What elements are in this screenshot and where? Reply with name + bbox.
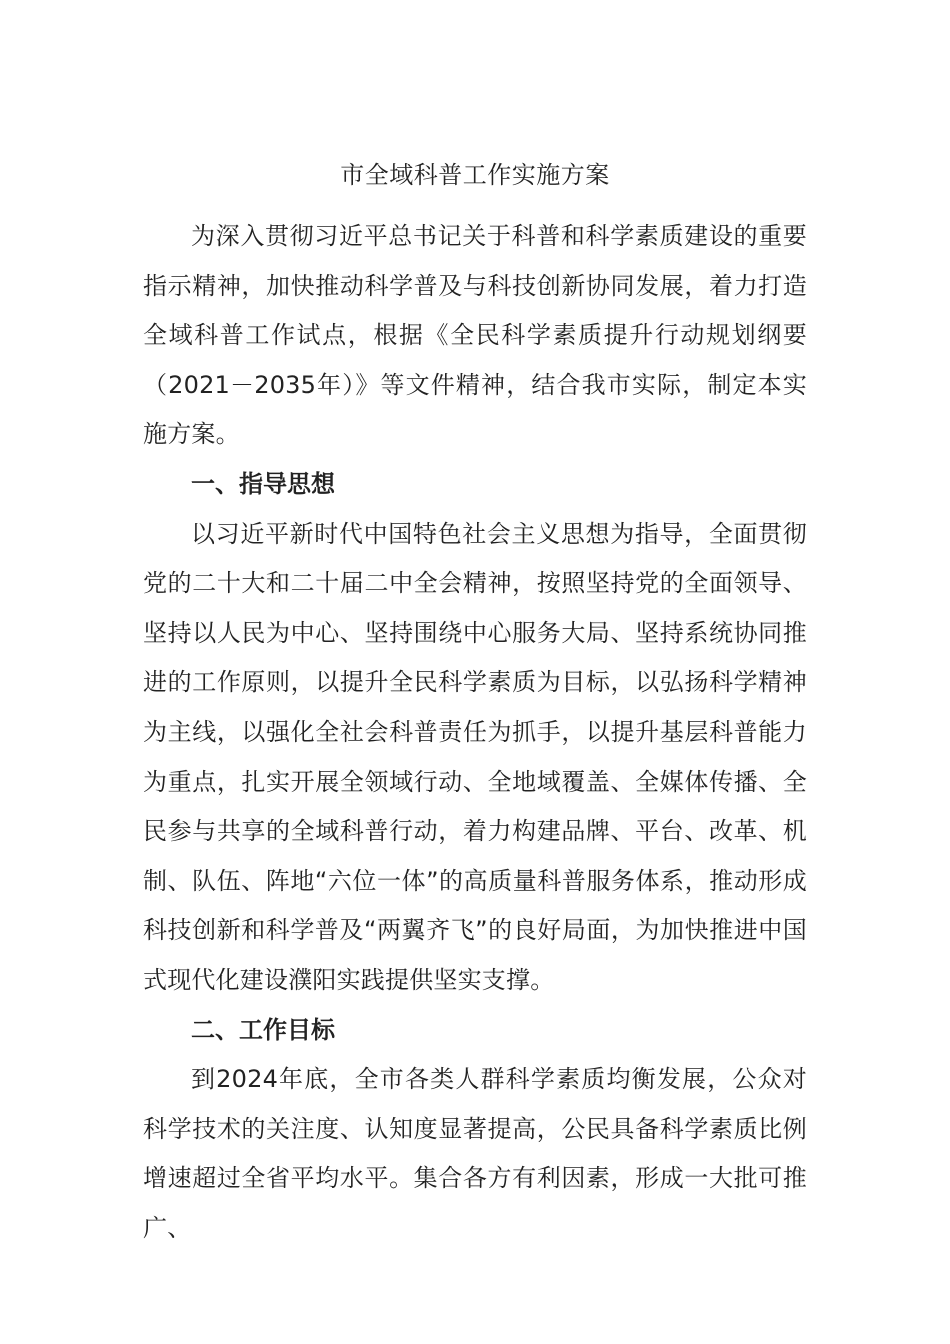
document-body (143, 212, 807, 1253)
section-heading-guiding-ideology: 一、指导思想 (191, 469, 335, 498)
intro-paragraph: 为深入贯彻习近平总书记关于科普和科学素质建设的重要指示精神，加快推动科学普及与科技创新协同发展，着力打造全域科普工作试点，根据《全民科学素质提升行动规划纲要（2021－2035年）》等文件精神，结合我市实际，制定本实施方案。 (143, 222, 807, 449)
document-title: 市全域科普工作实施方案 (340, 161, 610, 189)
section-paragraph-guiding-ideology: 以习近平新时代中国特色社会主义思想为指导，全面贯彻党的二十大和二十届二中全会精神，按照坚持党的全面领导、坚持以人民为中心、坚持围绕中心服务大局、坚持系统协同推进的工作原则，以提升全民科学素质为目标，以弘扬科学精神为主线，以强化全社会科普责任为抓手，以提升基层科普能力为重点，扎实开展全领域行动、全地域覆盖、全媒体传播、全民参与共享的全域科普行动，着力构建品牌、平台、改革、机制、队伍、阵地“六位一体”的高质量科普服务体系，推动形成科技创新和科学普及“两翼齐飞”的良好局面，为加快推进中国式现代化建设濮阳实践提供坚实支撑。 (143, 519, 807, 994)
section-heading-work-goals: 二、工作目标 (191, 1015, 335, 1044)
section-paragraph-work-goals: 到2024年底，全市各类人群科学素质均衡发展，公众对科学技术的关注度、认知度显著提高，公民具备科学素质比例增速超过全省平均水平。集合各方有利因素，形成一大批可推广、 (143, 1065, 807, 1242)
